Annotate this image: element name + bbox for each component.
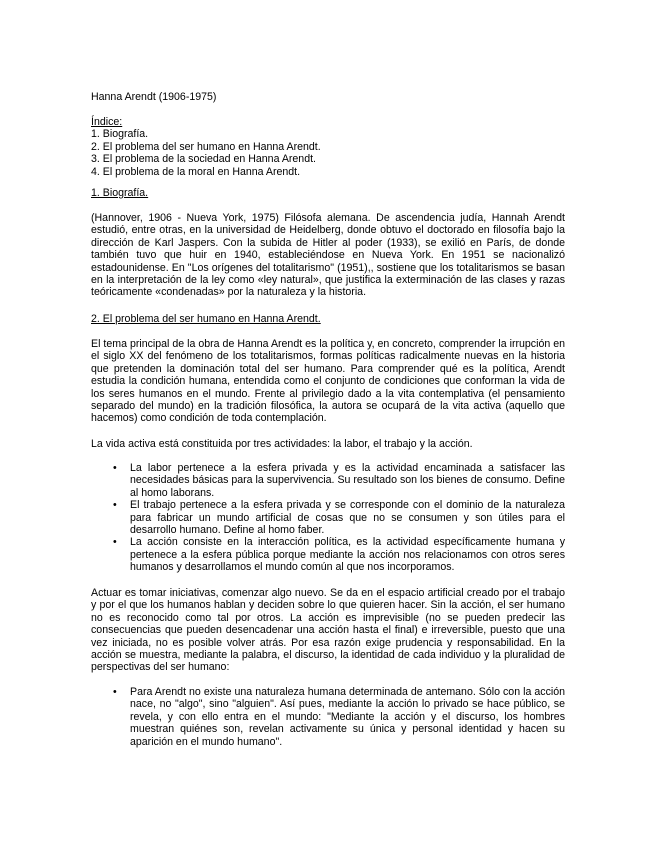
action-list (91, 686, 565, 748)
index-item: 4. El problema de la moral en Hanna Arendt. (91, 165, 301, 178)
section2-paragraph-1: El tema principal de la obra de Hanna Arendt es la política y, en concreto, comprender la irrupción en el siglo XX del fenómeno de los totalitarismos, formas políticas radicalmente nuevas en la historia que pretenden la dominación total del ser humano. Para comprender qué es la política, Arendt estudia la condición humana, entendida como el conjunto de condiciones que conforman la vida de los seres humanos en el mundo. Frente al privilegio dado a la vita contemplativa (el pensamiento separado del mundo) en la tradición filosófica, la autora se ocupará de la vita activa (aquello que hacemos) como condición de toda contemplación. (91, 338, 565, 425)
section1-paragraph: (Hannover, 1906 - Nueva York, 1975) Filósofa alemana. De ascendencia judía, Hannah Arendt estudió, entre otras, en la universidad de Heidelberg, donde obtuvo el doctorado en filosofía bajo la dirección de Karl Jaspers. Con la subida de Hitler al poder (1933), se exilió en París, de donde también tuvo que huir en 1940, estableciéndose en Nueva York. En 1951 se nacionalizó estadounidense. En "Los orígenes del totalitarismo" (1951),, sostiene que los totalitarismos se basan en la interpretación de la ley como «ley natural», que justifica la exterminación de las clases y razas teóricamente «condenadas» por la naturaleza y la historia. (91, 212, 565, 299)
list-item (91, 499, 565, 536)
bullet-icon: • (113, 499, 117, 512)
index-item: 1. Biografía. (91, 128, 149, 141)
list-item (91, 536, 565, 573)
index-section (91, 116, 565, 178)
list-item-text: Para Arendt no existe una naturaleza humana determinada de antemano. Sólo con la acción nace, no "algo", sino "alguien". Así pues, mediante la acción lo privado se hace público, se revela, y con ello entra en el mundo: "Mediante la acción y el discurso, los hombres muestran quiénes son, revelan activamente su única y personal identidad y hacen su aparición en el mundo humano". (130, 686, 565, 748)
section2-heading: 2. El problema del ser humano en Hanna Arendt. (91, 313, 321, 325)
section2-paragraph-2: La vida activa está constituida por tres actividades: la labor, el trabajo y la acción. (91, 438, 473, 450)
list-item (91, 686, 565, 748)
list-item-text: El trabajo pertenece a la esfera privada y se corresponde con el dominio de la naturaleza para fabricar un mundo artificial de cosas que no se consumen y son útiles para el desarrollo humano. Define al homo faber. (130, 499, 565, 537)
list-item-text: La labor pertenece a la esfera privada y es la actividad encaminada a satisfacer las necesidades básicas para la supervivencia. Su resultado son los bienes de consumo. Define al homo laborans. (130, 462, 565, 499)
bullet-icon: • (113, 686, 117, 698)
index-heading: Índice: (91, 116, 123, 128)
activities-list (91, 462, 565, 574)
bullet-icon: • (113, 462, 117, 474)
document-title: Hanna Arendt (1906-1975) (91, 91, 217, 103)
bullet-icon: • (113, 536, 117, 549)
index-item: 2. El problema del ser humano en Hanna Arendt. (91, 140, 321, 153)
list-item-text: La acción consiste en la interacción política, es la actividad específicamente humana y pertenece a la esfera pública porque mediante la acción nos relacionamos con otros seres humanos y desarrollamos el mundo común al que nos incorporamos. (130, 536, 565, 574)
section1-heading: 1. Biografía. (91, 187, 149, 199)
section2-paragraph-3: Actuar es tomar iniciativas, comenzar algo nuevo. Se da en el espacio artificial creado por el trabajo y por el que los humanos hablan y deciden sobre lo que quieren hacer. Sin la acción, el ser humano no es reconocido como tal por otros. La acción es imprevisible (no se pueden predecir las consecuencias que pueden desencadenar una acción hasta el final) e irreversible, puesto que una vez iniciada, no es posible volver atrás. Por esa razón exige prudencia y responsabilidad. En la acción se muestra, mediante la palabra, el discurso, la identidad de cada individuo y la pluralidad de perspectivas del ser humano: (91, 587, 565, 674)
index-item: 3. El problema de la sociedad en Hanna Arendt. (91, 153, 316, 166)
list-item (91, 462, 565, 499)
